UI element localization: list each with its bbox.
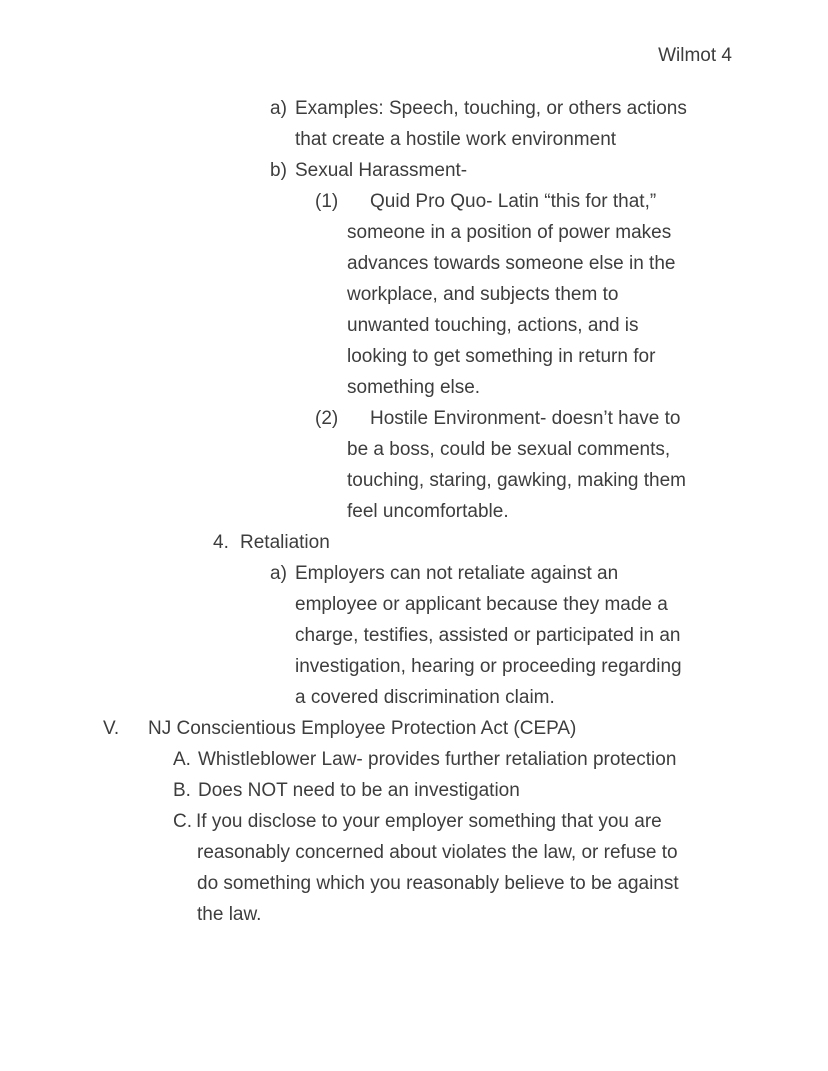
outline-line bbox=[0, 899, 828, 930]
outline-line bbox=[0, 372, 828, 403]
line-text: feel uncomfortable. bbox=[347, 501, 509, 522]
line-text: charge, testifies, assisted or participated in an bbox=[295, 625, 681, 646]
line-text: unwanted touching, actions, and is bbox=[347, 315, 639, 336]
line-text: looking to get something in return for bbox=[347, 346, 656, 367]
outline-line bbox=[0, 186, 828, 217]
line-text: something else. bbox=[347, 377, 481, 398]
outline-line bbox=[0, 713, 828, 744]
outline-line bbox=[0, 558, 828, 589]
document-body bbox=[0, 93, 828, 930]
outline-line bbox=[0, 124, 828, 155]
outline-line bbox=[0, 93, 828, 124]
line-text: be a boss, could be sexual comments, bbox=[347, 439, 671, 460]
page-header-number: Wilmot 4 bbox=[658, 45, 732, 66]
list-marker: b) bbox=[270, 160, 287, 181]
line-text: Employers can not retaliate against an bbox=[295, 563, 619, 584]
line-text: touching, staring, gawking, making them bbox=[347, 470, 687, 491]
line-text: workplace, and subjects them to bbox=[347, 284, 619, 305]
line-text: Sexual Harassment- bbox=[295, 160, 468, 181]
list-marker: 4. bbox=[213, 532, 229, 553]
line-text: Retaliation bbox=[240, 532, 330, 553]
outline-line bbox=[0, 682, 828, 713]
outline-line bbox=[0, 651, 828, 682]
line-text: Examples: Speech, touching, or others actions bbox=[295, 98, 687, 119]
line-text: Quid Pro Quo- Latin “this for that,” bbox=[370, 191, 657, 212]
line-text: that create a hostile work environment bbox=[295, 129, 617, 150]
line-text: If you disclose to your employer something that you are bbox=[196, 811, 662, 832]
line-text: a covered discrimination claim. bbox=[295, 687, 555, 708]
outline-line bbox=[0, 496, 828, 527]
outline-line bbox=[0, 589, 828, 620]
list-marker: V. bbox=[103, 718, 120, 739]
outline-line bbox=[0, 775, 828, 806]
outline-line bbox=[0, 217, 828, 248]
list-marker: B. bbox=[173, 780, 191, 801]
outline-line bbox=[0, 465, 828, 496]
list-marker: A. bbox=[173, 749, 191, 770]
outline-line bbox=[0, 434, 828, 465]
outline-line bbox=[0, 310, 828, 341]
line-text: reasonably concerned about violates the law, or refuse to bbox=[197, 842, 678, 863]
list-marker: a) bbox=[270, 563, 287, 584]
list-marker: a) bbox=[270, 98, 287, 119]
outline-line bbox=[0, 744, 828, 775]
outline-line bbox=[0, 806, 828, 837]
line-text: someone in a position of power makes bbox=[347, 222, 672, 243]
line-text: the law. bbox=[197, 904, 262, 925]
list-marker: (1) bbox=[315, 191, 339, 212]
outline-line bbox=[0, 403, 828, 434]
outline-line bbox=[0, 155, 828, 186]
line-text: Hostile Environment- doesn’t have to bbox=[370, 408, 681, 429]
outline-line bbox=[0, 837, 828, 868]
outline-line bbox=[0, 868, 828, 899]
line-text: advances towards someone else in the bbox=[347, 253, 676, 274]
list-marker: C. bbox=[173, 811, 192, 832]
line-text: Does NOT need to be an investigation bbox=[198, 780, 520, 801]
line-text: employee or applicant because they made a bbox=[295, 594, 668, 615]
outline-line bbox=[0, 527, 828, 558]
outline-line bbox=[0, 248, 828, 279]
line-text: NJ Conscientious Employee Protection Act (CEPA) bbox=[148, 718, 577, 739]
list-marker: (2) bbox=[315, 408, 339, 429]
outline-line bbox=[0, 279, 828, 310]
outline-line bbox=[0, 620, 828, 651]
line-text: do something which you reasonably believe to be against bbox=[197, 873, 679, 894]
outline-line bbox=[0, 341, 828, 372]
line-text: investigation, hearing or proceeding regarding bbox=[295, 656, 682, 677]
line-text: Whistleblower Law- provides further retaliation protection bbox=[198, 749, 677, 770]
